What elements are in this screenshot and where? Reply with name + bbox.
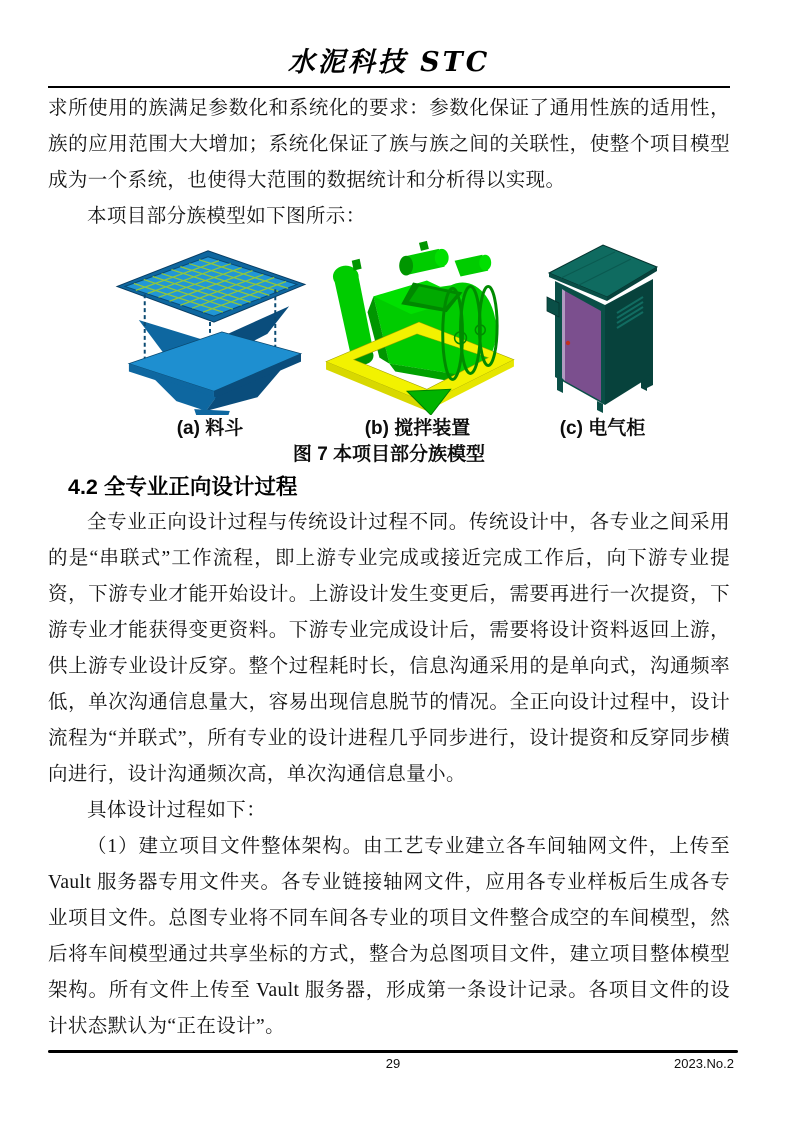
- paragraph-step-1: （1）建立项目文件整体架构。由工艺专业建立各车间轴网文件，上传至 Vault 服务器专用文件夹。各专业链接轴网文件，应用各专业样板后生成各专业项目文件。总图专业将不同车间各专业的项目文件整合成空的车间模型，然后将车间模型通过共享坐标的方式，整合为总图项目文件，建立项目整体模型架构。所有文件上传至 Vault 服务器，形成第一条设计记录。各项目文件的设计状态默认为“正在设计”。: [48, 836, 730, 1037]
- paragraph-steps-intro: 具体设计过程如下：: [87, 800, 267, 821]
- figure-caption: 图 7 本项目部分族模型: [292, 444, 486, 465]
- figure-family-models: [48, 235, 730, 467]
- figure-column-cabinet: [545, 235, 660, 413]
- page-number: 29: [385, 1055, 401, 1071]
- header-rule: [48, 86, 730, 88]
- footer-row: [48, 1056, 738, 1076]
- journal-title: 水泥科技 STC: [287, 47, 491, 78]
- paragraph-figure-intro: 本项目部分族模型如下图所示：: [87, 206, 366, 227]
- subcaption-cabinet: (c) 电气柜: [559, 418, 646, 439]
- figure-image-row: [48, 235, 730, 415]
- figure-column-hopper: [110, 235, 310, 415]
- section-heading: 4.2 全专业正向设计过程: [68, 475, 298, 499]
- subcaption-mixer: (b) 搅拌装置: [364, 418, 471, 439]
- paragraph-continued: 求所使用的族满足参数化和系统化的要求：参数化保证了通用性族的适用性，族的应用范围大大增加；系统化保证了族与族之间的关联性，使整个项目模型成为一个系统，也使得大范围的数据统计和分析得以实现。: [48, 98, 730, 191]
- mixer-model-image: [315, 235, 520, 415]
- page-footer: [48, 1050, 738, 1076]
- hopper-model-image: [110, 235, 310, 415]
- page-header: [48, 0, 730, 88]
- cabinet-door-handle: [566, 341, 570, 345]
- figure-column-mixer: [315, 235, 520, 415]
- footer-rule: [48, 1050, 738, 1053]
- figure-subcaption-row: [48, 417, 730, 441]
- subcaption-hopper: (a) 料斗: [176, 418, 244, 439]
- issue-label: 2023.No.2: [674, 1055, 734, 1071]
- cabinet-model-image: [545, 235, 660, 413]
- paragraph-forward-design: 全专业正向设计过程与传统设计过程不同。传统设计中，各专业之间采用的是“串联式”工作流程，即上游专业完成或接近完成工作后，向下游专业提资，下游专业才能开始设计。上游设计发生变更后，需要再进行一次提资，下游专业才能获得变更资料。下游专业完成设计后，需要将设计资料返回上游，供上游专业设计反穿。整个过程耗时长，信息沟通采用的是单向式，沟通频率低，单次沟通信息量大，容易出现信息脱节的情况。全正向设计过程中，设计流程为“并联式”，所有专业的设计进程几乎同步进行，设计提资和反穿同步横向进行，设计沟通频次高，单次沟通信息量小。: [48, 512, 730, 785]
